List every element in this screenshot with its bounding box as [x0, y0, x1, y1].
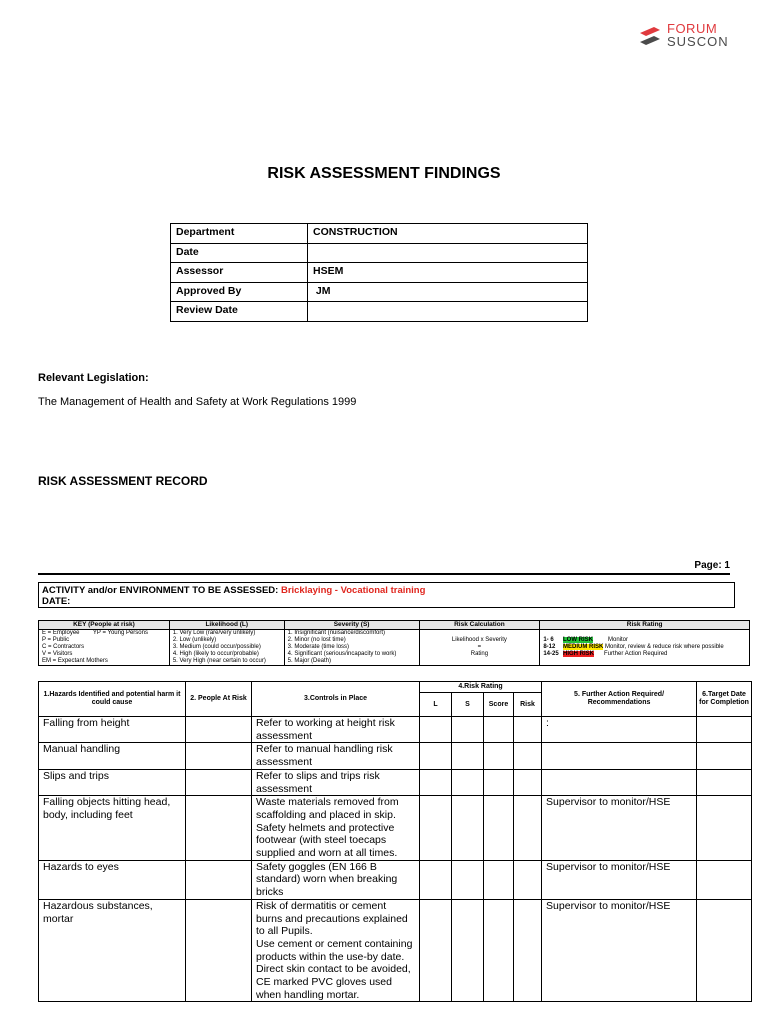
key-severity-item: 2. Minor (no lost time) [287, 637, 346, 643]
action-cell [542, 769, 697, 795]
key-likelihood-item: 1. Very Low (rare/very unlikely) [172, 630, 256, 636]
logo-mark-icon [638, 24, 662, 48]
activity-date-label: DATE: [42, 596, 71, 607]
score-cell [484, 796, 514, 861]
document-title: RISK ASSESSMENT FINDINGS [267, 165, 501, 182]
controls-cell: Risk of dermatitis or cement burns and precautions explained to all Pupils. Use cement or cement containing products within the use-by date. Direct skin contact to be avoided, CE marked PVC gloves used when handling mortar. [252, 899, 420, 1002]
info-row [171, 224, 588, 244]
action-cell: : [542, 717, 697, 743]
record-body [39, 717, 752, 1002]
rating-label-medium: MEDIUM RISK [562, 644, 604, 650]
controls-cell: Refer to slips and trips risk assessment [252, 769, 420, 795]
rating-range: 8-12 [543, 644, 556, 650]
l-cell [420, 717, 452, 743]
col-people: 2. People At Risk [186, 682, 252, 717]
divider [38, 573, 730, 575]
risk-cell [514, 717, 542, 743]
col-target: 6.Target Date for Completion [697, 682, 752, 717]
legislation-text: The Management of Health and Safety at Work Regulations 1999 [38, 396, 357, 408]
key-rating-row [543, 644, 746, 651]
score-cell [484, 769, 514, 795]
key-severity-item: 5. Major (Death) [287, 658, 332, 664]
key-people-item: E = Employee [42, 630, 80, 636]
l-cell [420, 743, 452, 769]
activity-label: ACTIVITY and/or ENVIRONMENT TO BE ASSESSED: [42, 585, 281, 596]
record-heading: RISK ASSESSMENT RECORD [38, 474, 208, 488]
col-risk-rating: 4.Risk Rating [420, 682, 542, 693]
risk-cell [514, 860, 542, 899]
table-row [39, 796, 752, 861]
info-value [308, 302, 588, 322]
key-people-item: EM = Expectant Mothers [42, 658, 108, 664]
people-cell [186, 860, 252, 899]
col-controls: 3.Controls in Place [252, 682, 420, 717]
rating-action: Monitor [608, 637, 629, 643]
score-cell [484, 899, 514, 1002]
target-cell [697, 796, 752, 861]
key-likelihood-item: 5. Very High (near certain to occur) [172, 658, 266, 664]
rating-range: 1- 6 [543, 637, 554, 643]
forum-suscon-logo [638, 22, 738, 50]
activity-value: Bricklaying - Vocational training [280, 585, 426, 596]
activity-box [38, 582, 735, 608]
risk-key-table [38, 620, 750, 666]
key-header-people: KEY (People at risk) [39, 621, 170, 630]
key-severity-item: 4. Significant (serious/incapacity to work) [287, 651, 397, 657]
key-calculation-line: Likelihood x Severity [451, 637, 507, 643]
key-header-severity: Severity (S) [284, 621, 419, 630]
target-cell [697, 743, 752, 769]
key-severity-cell [284, 630, 419, 666]
col-s: S [452, 693, 484, 717]
table-row [39, 899, 752, 1002]
hazard-cell: Hazards to eyes [39, 860, 186, 899]
score-cell [484, 860, 514, 899]
key-rating-row [543, 651, 746, 658]
rating-action: Further Action Required [604, 651, 668, 657]
info-label: Department [171, 224, 308, 244]
key-calculation-cell [419, 630, 540, 666]
key-rating-row [543, 637, 746, 644]
info-value: JM [308, 282, 588, 302]
controls-cell: Waste materials removed from scaffolding and placed in skip. Safety helmets and protective footwear (with steel toecaps supplied and worn at all times. [252, 796, 420, 861]
hazard-cell: Hazardous substances, mortar [39, 899, 186, 1002]
assessment-info-table [170, 223, 588, 322]
l-cell [420, 796, 452, 861]
l-cell [420, 860, 452, 899]
target-cell [697, 717, 752, 743]
l-cell [420, 899, 452, 1002]
risk-cell [514, 769, 542, 795]
people-cell [186, 743, 252, 769]
target-cell [697, 769, 752, 795]
risk-cell [514, 743, 542, 769]
table-row [39, 769, 752, 795]
score-cell [484, 743, 514, 769]
target-cell [697, 899, 752, 1002]
key-calculation-line: Rating [470, 651, 489, 657]
info-value [308, 243, 588, 263]
col-risk: Risk [514, 693, 542, 717]
action-cell: Supervisor to monitor/HSE [542, 860, 697, 899]
hazard-cell: Falling objects hitting head, body, including feet [39, 796, 186, 861]
target-cell [697, 860, 752, 899]
hazard-cell: Falling from height [39, 717, 186, 743]
rating-action: Monitor, review & reduce risk where possible [605, 644, 724, 650]
page-number: Page: 1 [694, 560, 730, 571]
info-label: Date [171, 243, 308, 263]
action-cell: Supervisor to monitor/HSE [542, 796, 697, 861]
key-people-cell [39, 630, 170, 666]
key-rating-cell [540, 630, 750, 666]
s-cell [452, 769, 484, 795]
people-cell [186, 769, 252, 795]
info-value: CONSTRUCTION [308, 224, 588, 244]
action-cell: Supervisor to monitor/HSE [542, 899, 697, 1002]
hazard-cell: Manual handling [39, 743, 186, 769]
info-label: Approved By [171, 282, 308, 302]
hazard-cell: Slips and trips [39, 769, 186, 795]
logo-text-suscon: SUSCON [667, 34, 729, 49]
key-people-item: C = Contractors [42, 644, 85, 650]
action-cell [542, 743, 697, 769]
logo-text-forum: FORUM [667, 21, 718, 36]
key-likelihood-cell [169, 630, 284, 666]
key-header-likelihood: Likelihood (L) [169, 621, 284, 630]
rating-label-high: HIGH RISK [562, 651, 594, 657]
key-people-item: YP = Young Persons [92, 630, 148, 636]
key-likelihood-item: 2. Low (unlikely) [172, 637, 217, 643]
key-severity-item: 3. Moderate (time loss) [287, 644, 350, 650]
rating-range: 14-25 [543, 651, 559, 657]
s-cell [452, 743, 484, 769]
key-likelihood-item: 3. Medium (could occur/possible) [172, 644, 261, 650]
info-label: Assessor [171, 263, 308, 283]
s-cell [452, 899, 484, 1002]
col-action: 5. Further Action Required/ Recommendations [542, 682, 697, 717]
risk-cell [514, 796, 542, 861]
table-row [39, 743, 752, 769]
key-people-item: V = Visitors [42, 651, 73, 657]
controls-cell: Refer to manual handling risk assessment [252, 743, 420, 769]
risk-record-table [38, 681, 752, 1002]
s-cell [452, 796, 484, 861]
people-cell [186, 796, 252, 861]
controls-cell: Safety goggles (EN 166 B standard) worn when breaking bricks [252, 860, 420, 899]
table-row [39, 717, 752, 743]
key-likelihood-item: 4. High (likely to occur/probable) [172, 651, 259, 657]
table-row [39, 860, 752, 899]
info-row [171, 282, 588, 302]
info-label: Review Date [171, 302, 308, 322]
key-header-calculation: Risk Calculation [419, 621, 540, 630]
people-cell [186, 899, 252, 1002]
legislation-heading: Relevant Legislation: [38, 372, 149, 384]
col-hazards: 1.Hazards Identified and potential harm it could cause [39, 682, 186, 717]
risk-cell [514, 899, 542, 1002]
key-severity-item: 1. Insignificant (nuisance/discomfort) [287, 630, 386, 636]
key-header-rating: Risk Rating [540, 621, 750, 630]
s-cell [452, 717, 484, 743]
score-cell [484, 717, 514, 743]
info-value: HSEM [308, 263, 588, 283]
col-l: L [420, 693, 452, 717]
info-row [171, 243, 588, 263]
col-score: Score [484, 693, 514, 717]
key-people-item: P = Public [42, 637, 70, 643]
info-row [171, 263, 588, 283]
controls-cell: Refer to working at height risk assessment [252, 717, 420, 743]
people-cell [186, 717, 252, 743]
info-row [171, 302, 588, 322]
key-calculation-line: = [477, 644, 482, 650]
l-cell [420, 769, 452, 795]
rating-label-low: LOW RISK [562, 637, 593, 643]
s-cell [452, 860, 484, 899]
